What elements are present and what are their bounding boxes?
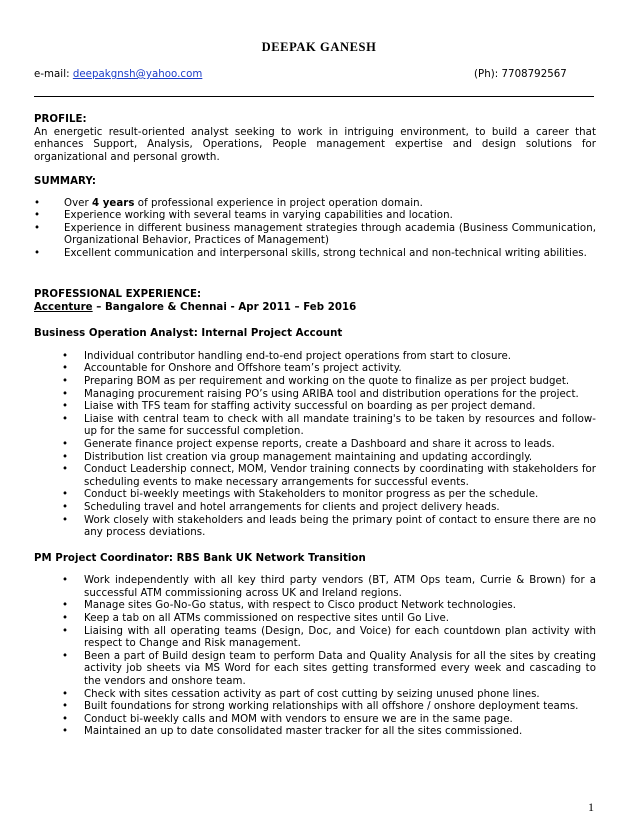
role-title: Business Operation Analyst: Internal Project Account	[34, 328, 343, 340]
summary-item: • Experience working with several teams in varying capabilities and location.	[34, 210, 596, 223]
duty-item: • Accountable for Onshore and Offshore team’s project activity.	[34, 363, 596, 376]
phone-number: (Ph): 7708792567	[474, 69, 567, 80]
duty-item: • Built foundations for strong working relationships with all offshore / onshore deployment teams.	[34, 701, 596, 714]
duty-item: • Liaise with central team to check with all mandate training's to be taken by resources and follow-up for the same for successful completion.	[34, 414, 596, 439]
role-title: PM Project Coordinator: RBS Bank UK Network Transition	[34, 552, 366, 564]
company-details: – Bangalore & Chennai - Apr 2011 – Feb 2016	[92, 301, 357, 313]
duty-item: • Check with sites cessation activity as part of cost cutting by seizing unused phone lines.	[34, 689, 596, 702]
summary-heading: SUMMARY:	[34, 176, 97, 187]
profile-heading: PROFILE:	[34, 114, 87, 125]
company-line	[34, 302, 596, 315]
summary-item: • Experience in different business management strategies through academia (Business Communication, Organizational Behavior, Practices of Management)	[34, 223, 596, 248]
experience-section	[34, 289, 596, 739]
profile-text: An energetic result-oriented analyst seeking to work in intriguing environment, to build a career that enhances Support, Analysis, Operations, People management expertise and design solutions for organizational and personal growth.	[34, 126, 596, 163]
experience-heading: PROFESSIONAL EXPERIENCE:	[34, 289, 202, 300]
company-name: Accenture	[34, 301, 93, 313]
duty-item: • Keep a tab on all ATMs commissioned on respective sites until Go Live.	[34, 613, 596, 626]
duty-item: • Work independently with all key third party vendors (BT, ATM Ops team, Currie & Brown) for a successful ATM commissioning across UK and Ireland regions.	[34, 575, 596, 600]
duty-item: • Work closely with stakeholders and leads being the primary point of contact to ensure there are no any process deviations.	[34, 515, 596, 540]
contact-line	[34, 69, 598, 83]
duty-item: • Generate finance project expense reports, create a Dashboard and share it across to leads.	[34, 439, 596, 452]
duty-item: • Managing procurement raising PO’s using ARIBA tool and distribution operations for the project.	[34, 389, 596, 402]
duty-item: • Preparing BOM as per requirement and working on the quote to finalize as per project budget.	[34, 376, 596, 389]
duty-item: • Liaising with all operating teams (Design, Doc, and Voice) for each countdown plan activity with respect to Change and Risk management.	[34, 626, 596, 651]
summary-item-years: 4 years	[92, 197, 135, 209]
header-divider	[34, 96, 594, 97]
role-duties-list	[34, 351, 596, 540]
page-number: 1	[588, 800, 594, 814]
profile-section	[34, 114, 596, 164]
email-label: e-mail:	[34, 69, 73, 80]
duty-item: • Liaise with TFS team for staffing activity successful on boarding as per project demand.	[34, 401, 596, 414]
summary-item-pre: Over	[64, 197, 92, 209]
duty-item: • Conduct Leadership connect, MOM, Vendor training connects by coordinating with stakeholders for scheduling events to make necessary arrangements for successful events.	[34, 464, 596, 489]
summary-item-post: of professional experience in project operation domain.	[134, 197, 423, 209]
duty-item: • Manage sites Go-No-Go status, with respect to Cisco product Network technologies.	[34, 600, 596, 613]
summary-section	[34, 176, 596, 261]
summary-list	[34, 198, 596, 261]
duty-item: • Been a part of Build design team to perform Data and Quality Analysis for all the sites by creating activity job sheets via MS Word for each sites getting transformed every week and cascading to the vendors and onshore team.	[34, 651, 596, 689]
duty-item: • Conduct bi-weekly meetings with Stakeholders to monitor progress as per the schedule.	[34, 489, 596, 502]
duty-item: • Scheduling travel and hotel arrangements for clients and project delivery heads.	[34, 502, 596, 515]
role-duties-list	[34, 575, 596, 739]
duty-item: • Individual contributor handling end-to-end project operations from start to closure.	[34, 351, 596, 364]
contact-email-group	[34, 69, 202, 82]
duty-item: • Conduct bi-weekly calls and MOM with vendors to ensure we are in the same page.	[34, 714, 596, 727]
duty-item: • Maintained an up to date consolidated master tracker for all the sites commissioned.	[34, 726, 596, 739]
email-link[interactable]: deepakgnsh@yahoo.com	[72, 69, 203, 80]
duty-item: • Distribution list creation via group management maintaining and updating accordingly.	[34, 452, 596, 465]
candidate-name: DEEPAK GANESH	[261, 40, 377, 54]
summary-item	[34, 198, 596, 211]
summary-item: • Excellent communication and interpersonal skills, strong technical and non-technical writing abilities.	[34, 248, 596, 261]
